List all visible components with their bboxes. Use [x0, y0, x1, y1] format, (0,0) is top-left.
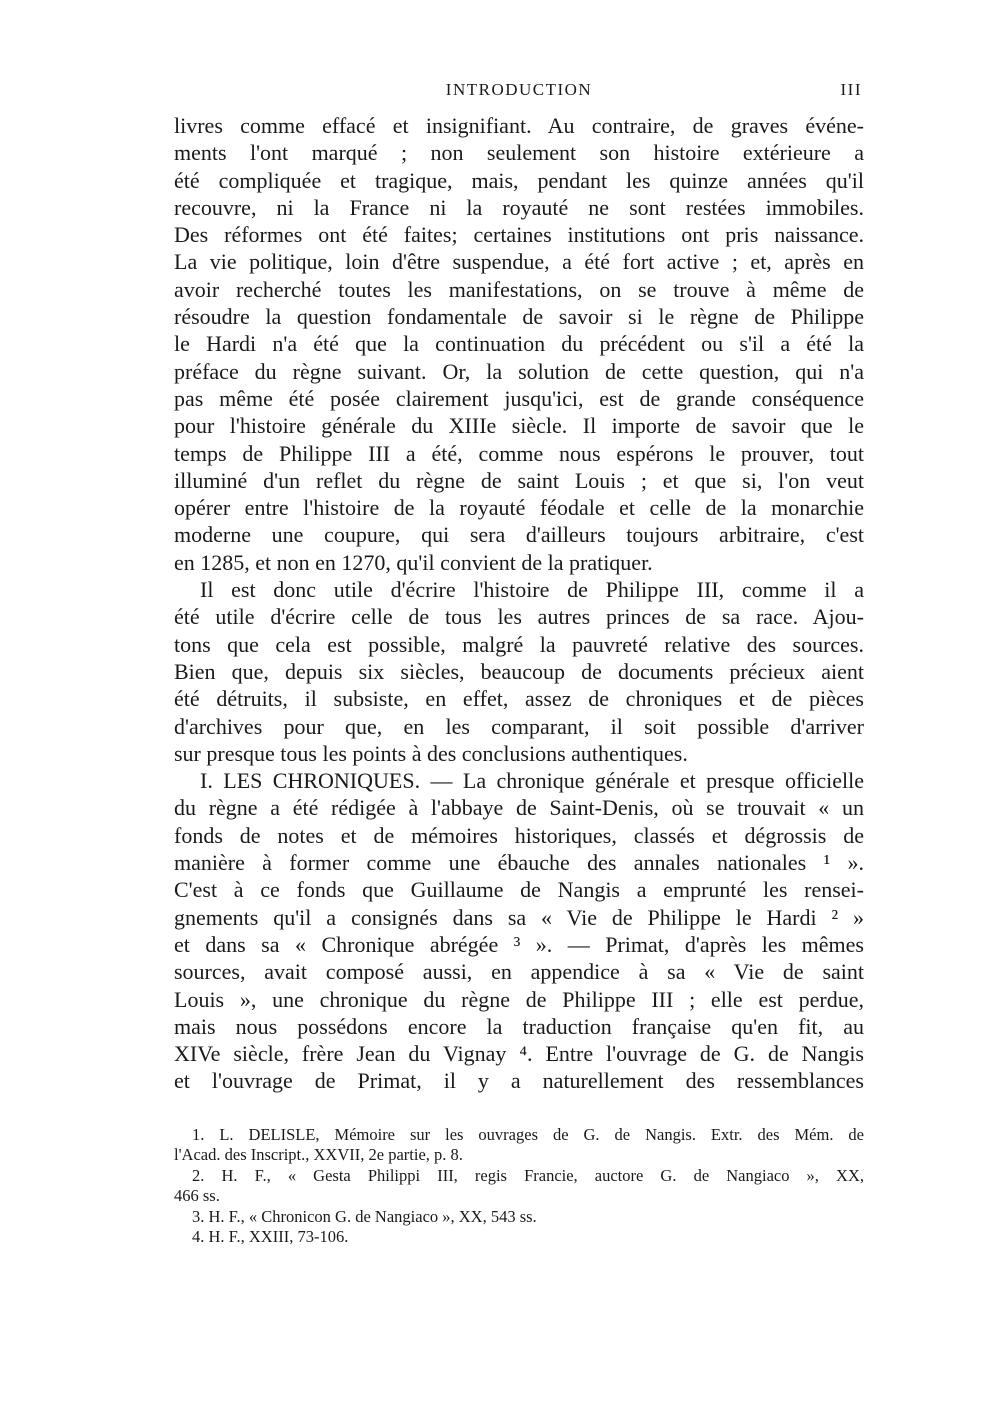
- text-line: sources, avait composé aussi, en appendice à sa « Vie de saint: [174, 959, 864, 985]
- text-line: illuminé d'un reflet du règne de saint Louis ; et que si, l'on veut: [174, 467, 864, 493]
- body-text: [174, 112, 864, 1095]
- text-line: été compliquée et tragique, mais, pendant les quinze années qu'il: [174, 167, 864, 193]
- text-line: fonds de notes et de mémoires historiques, classés et dégrossis de: [174, 822, 864, 848]
- text-line: tons que cela est possible, malgré la pauvreté relative des sources.: [174, 631, 864, 657]
- text-line: ments l'ont marqué ; non seulement son histoire extérieure a: [174, 140, 864, 166]
- text-line: été détruits, il subsiste, en effet, assez de chroniques et de pièces: [174, 686, 864, 712]
- text-line: temps de Philippe III a été, comme nous espérons le prouver, tout: [174, 440, 864, 466]
- text-line: été utile d'écrire celle de tous les autres princes de sa race. Ajou-: [174, 604, 864, 630]
- text-line: du règne a été rédigée à l'abbaye de Saint-Denis, où se trouvait « un: [174, 795, 864, 821]
- text-line: Louis », une chronique du règne de Philippe III ; elle est perdue,: [174, 986, 864, 1012]
- running-head: [174, 80, 864, 112]
- text-line: d'archives pour que, en les comparant, il soit possible d'arriver: [174, 713, 864, 739]
- text-line: Des réformes ont été faites; certaines institutions ont pris naissance.: [174, 222, 864, 248]
- text-line: Il est donc utile d'écrire l'histoire de Philippe III, comme il a: [200, 577, 864, 603]
- text-line: I. LES CHRONIQUES. — La chronique générale et presque officielle: [200, 768, 864, 794]
- running-title: INTRODUCTION: [445, 80, 593, 99]
- page-number: III: [840, 80, 862, 99]
- text-line: en 1285, et non en 1270, qu'il convient de la pratiquer.: [174, 549, 653, 575]
- text-line: XIVe siècle, frère Jean du Vignay ⁴. Entre l'ouvrage de G. de Nangis: [174, 1041, 864, 1067]
- text-line: La vie politique, loin d'être suspendue, a été fort active ; et, après en: [174, 249, 864, 275]
- footnote-line: 466 ss.: [174, 1186, 220, 1206]
- footnotes: [174, 1125, 864, 1248]
- text-line: sur presque tous les points à des conclusions authentiques.: [174, 740, 688, 766]
- text-line: le Hardi n'a été que la continuation du précédent ou s'il a été la: [174, 331, 864, 357]
- text-line: manière à former comme une ébauche des annales nationales ¹ ».: [174, 850, 864, 876]
- text-line: pour l'histoire générale du XIIIe siècle. Il importe de savoir que le: [174, 413, 864, 439]
- text-line: résoudre la question fondamentale de savoir si le règne de Philippe: [174, 304, 864, 330]
- text-line: Bien que, depuis six siècles, beaucoup de documents précieux aient: [174, 658, 864, 684]
- text-line: gnements qu'il a consignés dans sa « Vie de Philippe le Hardi ² »: [174, 904, 864, 930]
- text-line: mais nous possédons encore la traduction française qu'en fit, au: [174, 1013, 864, 1039]
- footnote-line: 1. L. DELISLE, Mémoire sur les ouvrages de G. de Nangis. Extr. des Mém. de: [192, 1124, 864, 1144]
- footnote-line: 2. H. F., « Gesta Philippi III, regis Francie, auctore G. de Nangiaco », XX,: [192, 1165, 864, 1185]
- text-line: pas même été posée clairement jusqu'ici, est de grande conséquence: [174, 385, 864, 411]
- text-line: préface du règne suivant. Or, la solution de cette question, qui n'a: [174, 358, 864, 384]
- book-page: [174, 80, 864, 1248]
- text-line: moderne une coupure, qui sera d'ailleurs toujours arbitraire, c'est: [174, 522, 864, 548]
- text-line: livres comme effacé et insignifiant. Au contraire, de graves événe-: [174, 113, 864, 138]
- text-line: C'est à ce fonds que Guillaume de Nangis a emprunté les rensei-: [174, 877, 864, 903]
- footnote-line: l'Acad. des Inscript., XXVII, 2e partie, p. 8.: [174, 1145, 463, 1165]
- text-line: opérer entre l'histoire de la royauté féodale et celle de la monarchie: [174, 495, 864, 521]
- text-line: et dans sa « Chronique abrégée ³ ». — Primat, d'après les mêmes: [174, 931, 864, 957]
- text-line: avoir recherché toutes les manifestations, on se trouve à même de: [174, 276, 864, 302]
- footnote-line: 4. H. F., XXIII, 73-106.: [192, 1227, 349, 1247]
- text-line: recouvre, ni la France ni la royauté ne sont restées immobiles.: [174, 194, 864, 220]
- footnote-line: 3. H. F., « Chronicon G. de Nangiaco », XX, 543 ss.: [192, 1206, 537, 1226]
- text-line: et l'ouvrage de Primat, il y a naturellement des ressemblances: [174, 1068, 864, 1094]
